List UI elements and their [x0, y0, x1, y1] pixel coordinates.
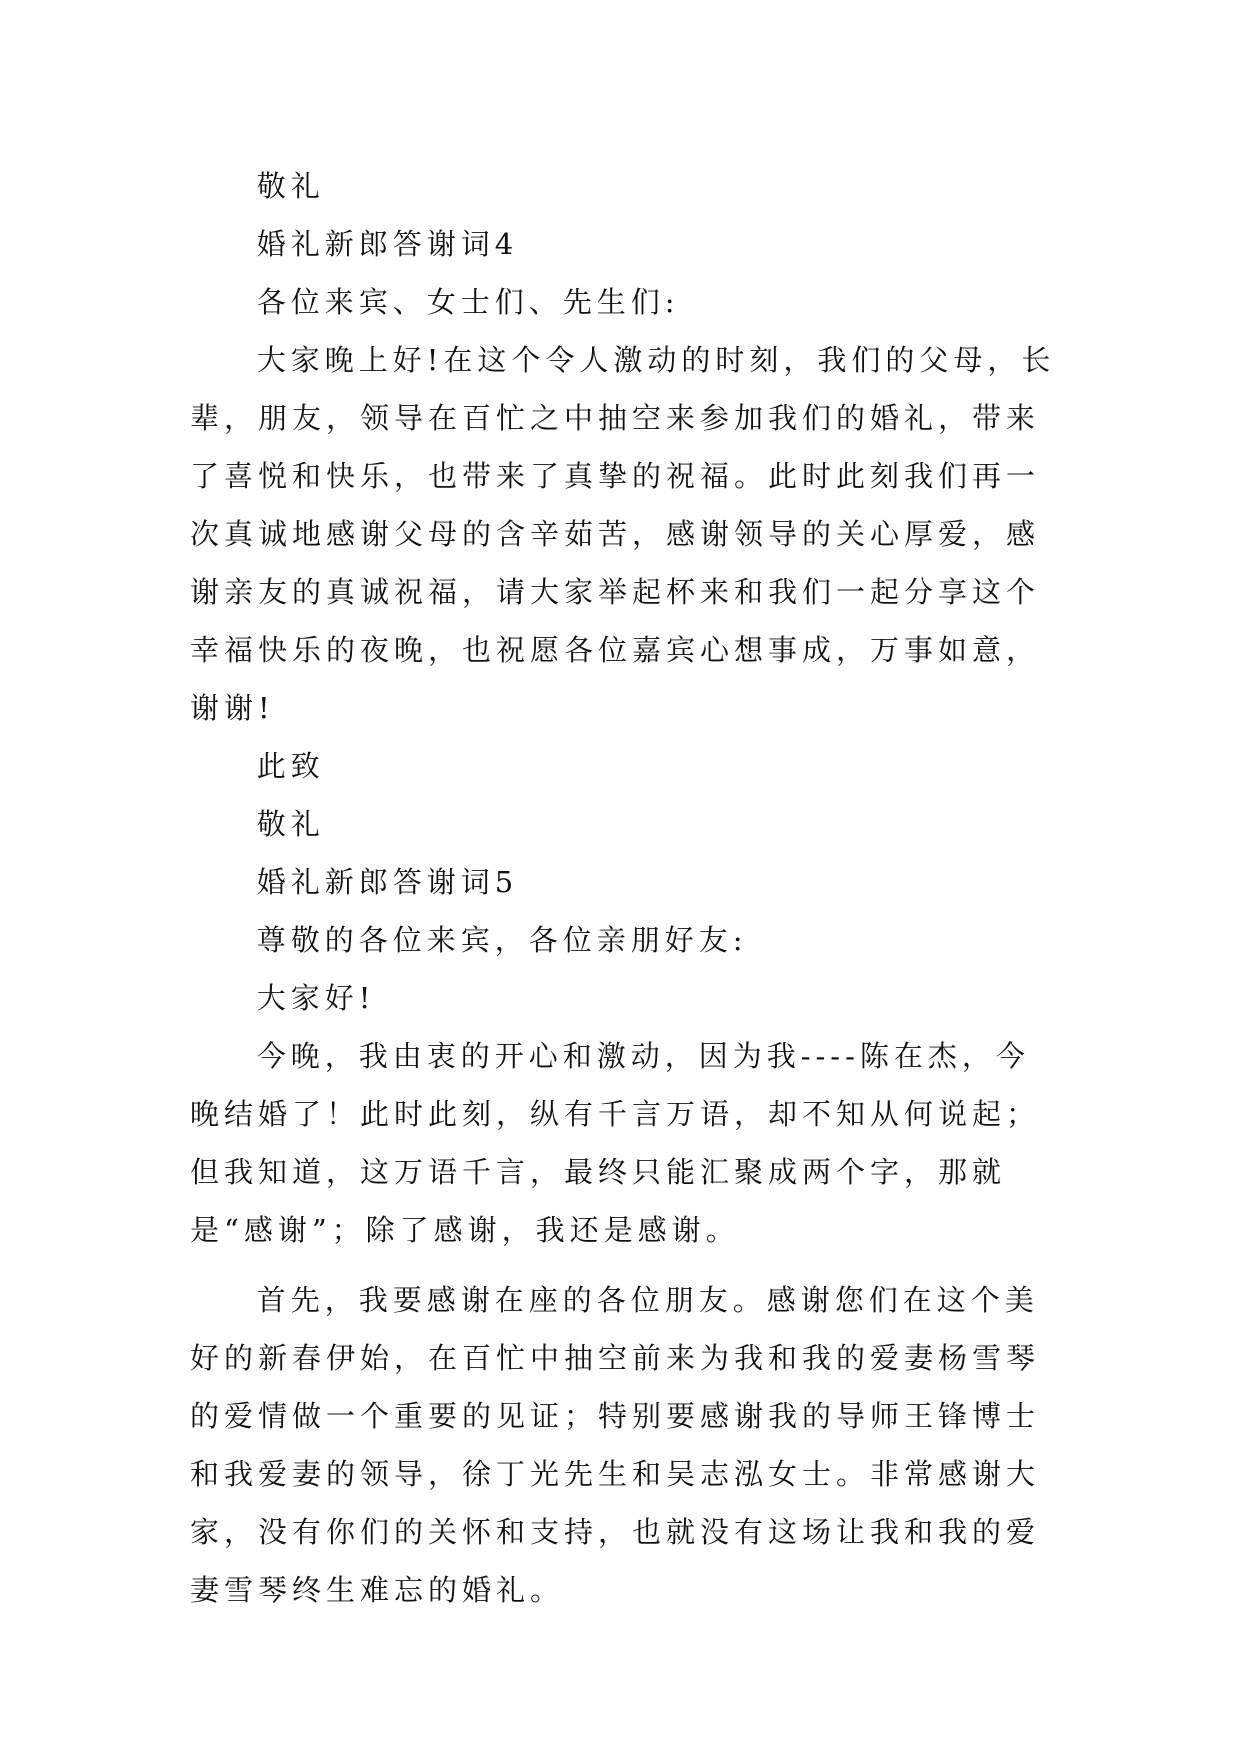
- greeting-line: 大家好!: [256, 981, 376, 1015]
- body-paragraph: 今晚，我由衷的开心和激动，因为我----陈在杰，今晚结婚了！此时此刻，纵有千言万语，却不知从何说起；但我知道，这万语千言，最终只能汇聚成两个字，那就是“感谢”；除了感谢，我还是感谢。: [190, 1039, 1041, 1247]
- closing-line: 此致: [256, 749, 325, 783]
- body-paragraph: 大家晚上好!在这个令人激动的时刻，我们的父母，长辈，朋友，领导在百忙之中抽空来参加我们的婚礼，带来了喜悦和快乐，也带来了真挚的祝福。此时此刻我们再一次真诚地感谢父母的含辛茹苦，感谢领导的关心厚爱，感谢亲友的真诚祝福，请大家举起杯来和我们一起分享这个幸福快乐的夜晚，也祝愿各位嘉宾心想事成，万事如意，谢谢!: [190, 343, 1056, 725]
- document-body: [190, 157, 1060, 1619]
- closing-salutation: 敬礼: [256, 169, 325, 203]
- section-heading: 婚礼新郎答谢词5: [256, 865, 519, 899]
- section-heading: 婚礼新郎答谢词4: [256, 227, 519, 261]
- body-paragraph: 首先，我要感谢在座的各位朋友。感谢您们在这个美好的新春伊始，在百忙中抽空前来为我和我的爱妻杨雪琴的爱情做一个重要的见证；特别要感谢我的导师王锋博士和我爱妻的领导，徐丁光先生和吴志泓女士。非常感谢大家，没有你们的关怀和支持，也就没有这场让我和我的爱妻雪琴终生难忘的婚礼。: [190, 1283, 1041, 1607]
- closing-salutation: 敬礼: [256, 807, 325, 841]
- greeting-line: 尊敬的各位来宾，各位亲朋好友:: [256, 923, 748, 957]
- greeting-line: 各位来宾、女士们、先生们:: [256, 285, 680, 319]
